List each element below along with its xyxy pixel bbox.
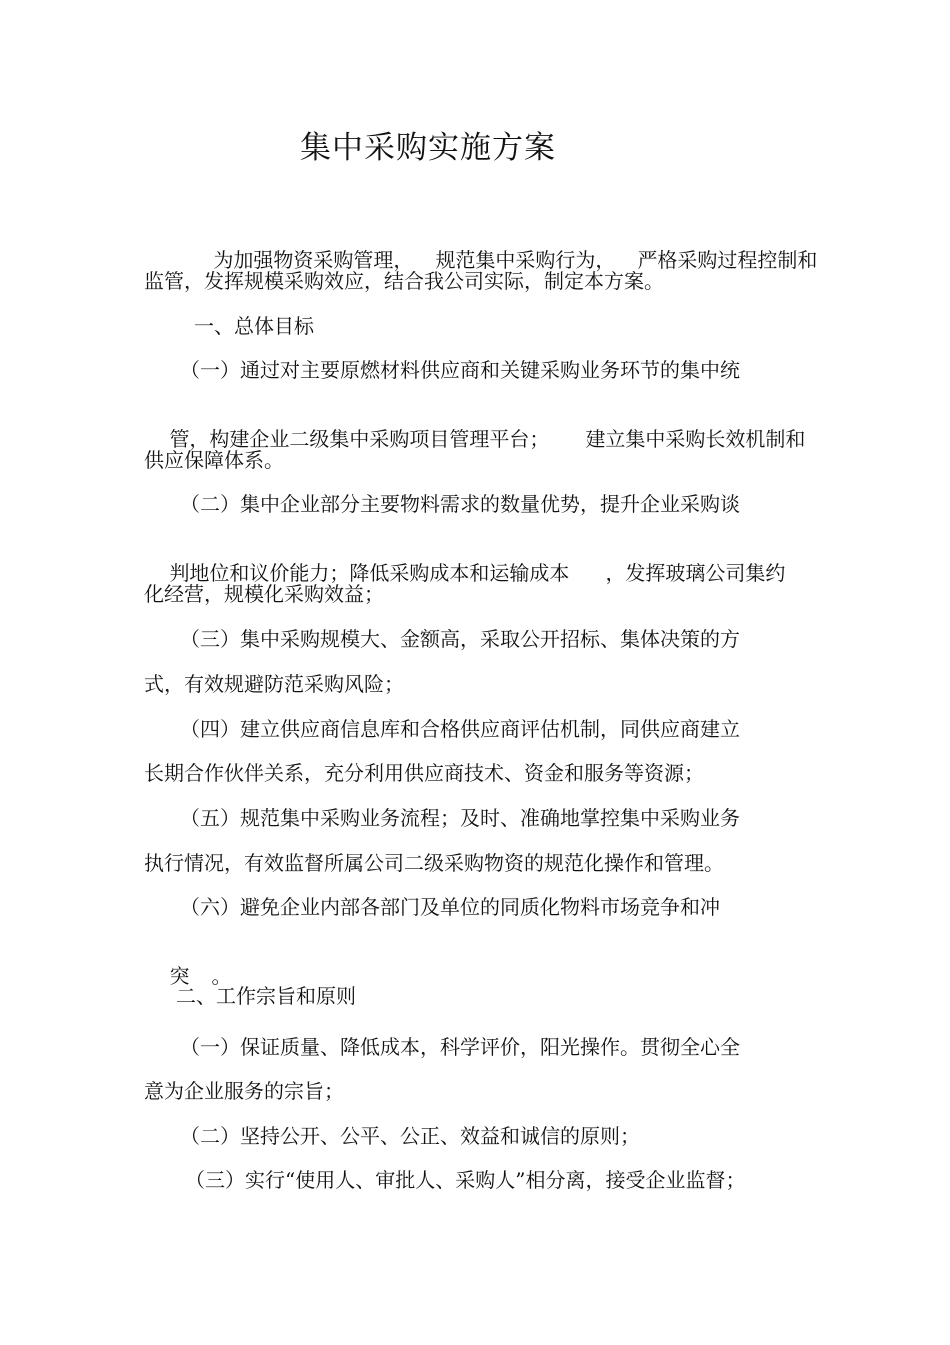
intro-line-1-part-c: 严格采购过程控制和: [637, 248, 818, 272]
s1-p4-line-1: （四）建立供应商信息库和合格供应商评估机制，同供应商建立: [180, 717, 740, 741]
intro-line-1-part-b: 规范集中采购行为，: [435, 248, 616, 272]
s2-p3-line-1: （三）实行“使用人、审批人、采购人”相分离，接受企业监督；: [185, 1168, 746, 1192]
s1-p1-line-3: 供应保障体系。: [144, 448, 284, 472]
section-2-heading: 二、工作宗旨和原则: [176, 984, 356, 1008]
s1-p1-line-2-part-a: 管，构建企业二级集中采购项目管理平台；: [169, 427, 550, 451]
s1-p2-line-3: 化经营，规模化采购效益；: [144, 582, 384, 606]
s1-p3-line-2: 式，有效规避防范采购风险；: [144, 672, 404, 696]
s1-p6-line-2-part-a: 突: [169, 964, 190, 988]
s1-p6-line-1: （六）避免企业内部各部门及单位的同质化物料市场竞争和冲: [180, 895, 720, 919]
intro-line-1-part-a: 为加强物资采购管理，: [213, 248, 414, 272]
s2-p1-line-2: 意为企业服务的宗旨；: [144, 1079, 344, 1103]
document-title: 集中采购实施方案: [300, 130, 556, 166]
s1-p6-line-2-part-b: 。: [211, 964, 232, 988]
s1-p2-line-2-part-b: ，发挥玻璃公司集约: [605, 561, 786, 585]
s1-p4-line-2: 长期合作伙伴关系，充分利用供应商技术、资金和服务等资源；: [144, 761, 704, 785]
s1-p1-line-1: （一）通过对主要原燃材料供应商和关键采购业务环节的集中统: [180, 358, 740, 382]
s1-p5-line-2: 执行情况，有效监督所属公司二级采购物资的规范化操作和管理。: [144, 851, 724, 875]
s1-p2-line-2-part-a: 判地位和议价能力；降低采购成本和运输成本: [169, 561, 570, 585]
intro-line-2: 监管，发挥规模采购效应，结合我公司实际，制定本方案。: [144, 269, 664, 293]
s1-p3-line-1: （三）集中采购规模大、金额高，采取公开招标、集体决策的方: [180, 627, 740, 651]
section-1-heading: 一、总体目标: [194, 314, 314, 338]
s2-p2-line-1: （二）坚持公开、公平、公正、效益和诚信的原则；: [180, 1124, 640, 1148]
s1-p5-line-1: （五）规范集中采购业务流程；及时、准确地掌控集中采购业务: [180, 806, 740, 830]
s1-p1-line-2-part-b: 建立集中采购长效机制和: [585, 427, 806, 451]
s2-p1-line-1: （一）保证质量、降低成本，科学评价，阳光操作。贯彻全心全: [180, 1035, 740, 1059]
s1-p2-line-1: （二）集中企业部分主要物料需求的数量优势，提升企业采购谈: [180, 492, 740, 516]
